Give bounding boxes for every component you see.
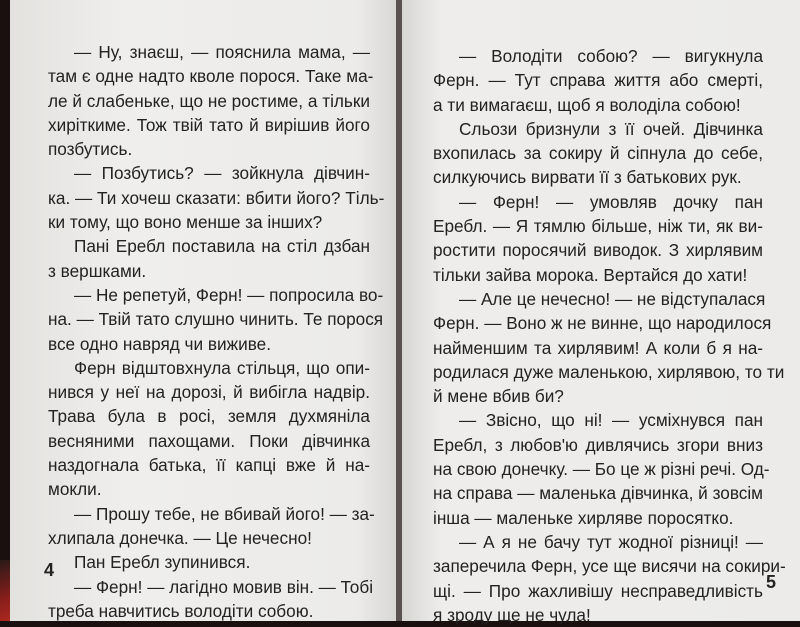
text-line: — Прошу тебе, не вбивай його! — за- (74, 503, 375, 524)
text-line: весняними пахощами. Поки дівчинка (48, 430, 370, 451)
text-line: щі. — Про жахливішу несправедливість (433, 580, 763, 601)
text-line: треба навчитись володіти собою. (48, 600, 314, 621)
text-line: все одно навряд чи виживе. (48, 333, 271, 354)
text-line: Ферн відштовхнула стільця, що опи- (74, 357, 370, 378)
text-line: — Не репетуй, Ферн! — попросила во- (74, 284, 384, 305)
text-line: Еребл, з любов'ю дивлячись згори вниз (433, 434, 763, 455)
text-line: ки тому, що воно менше за інших? (48, 212, 323, 233)
text-line: Сльози бризнули з її очей. Дівчинка (459, 118, 763, 139)
text-line: а ти вимагаєш, щоб я володіла собою! (433, 94, 741, 115)
text-line: — Звісно, що ні! — усміхнувся пан (459, 410, 763, 431)
text-line: силкуючись вирвати її з батькових рук. (433, 167, 742, 188)
page-number-left: 4 (44, 560, 55, 580)
text-line: там є одне надто кволе порося. Таке ма- (48, 66, 374, 87)
text-line: на свою донечку. — Бо це ж різні речі. Од- (433, 459, 770, 480)
text-line: Пані Еребл поставила на стіл дзбан (74, 236, 370, 257)
left-page-text (48, 40, 385, 623)
text-line: на. — Твій тато слушно чинить. Те порося (48, 309, 384, 330)
text-line: Еребл. — Я тямлю більше, ніж ти, як ви- (433, 216, 763, 237)
text-line: ка. — Ти хочеш сказати: вбити його? Тіль- (48, 187, 385, 208)
text-line: — Ферн! — умовляв дочку пан (459, 191, 763, 212)
text-line: заперечила Ферн, усе ще висячи на сокири- (433, 556, 786, 577)
text-line: вхопилась за сокиру й сіпнула до себе, (433, 143, 763, 164)
text-line: — Ну, знаєш, — пояснила мама, — (74, 42, 370, 62)
text-line: хиріткиме. Тож твій тато й вирішив його (48, 114, 370, 135)
text-line: на справа — маленька дівчинка, й зовсім (433, 483, 763, 504)
text-line: Трава була в росі, земля духмяніла (48, 406, 370, 427)
text-line: я зроду ще не чула! (433, 604, 591, 625)
text-line: — Ферн! — лагідно мовив він. — Тобі (74, 576, 374, 597)
text-line: й мене вбив би? (433, 386, 564, 407)
text-line: Пан Еребл зупинився. (74, 552, 251, 573)
text-line: Ферн. — Воно ж не винне, що народилося (433, 313, 772, 334)
text-line: наздогнала батька, її капці вже й на- (48, 455, 370, 476)
text-line: ростити поросячий виводок. З хирлявим (433, 240, 763, 261)
text-line: Ферн. — Тут справа життя або смерті, (433, 70, 763, 91)
text-line: тільки зайва морока. Вертайся до хати! (433, 264, 748, 285)
text-line: — Володіти собою? — вигукнула (459, 46, 763, 66)
text-line: родилася дуже маленькою, хирлявою, то ти (433, 361, 785, 382)
text-line: з вершками. (48, 260, 147, 281)
text-line: — Але це нечесно! — не відступалася (459, 288, 766, 309)
text-line: найменшим та хирлявим! А коли б я на- (433, 337, 763, 358)
text-line: інша — маленьке хирляве поросятко. (433, 507, 734, 528)
text-line: нився у неї на дорозі, й вибігла надвір. (48, 382, 370, 403)
text-line: хлипала донечка. — Це нечесно! (48, 527, 312, 548)
text-line: ле й слабеньке, що не ростиме, а тільки (48, 90, 370, 111)
page-number-right: 5 (766, 572, 777, 592)
right-page-text (433, 44, 786, 627)
text-line: мокли. (48, 479, 102, 500)
text-line: — Позбутись? — зойкнула дівчин- (74, 163, 370, 184)
text-line: — А я не бачу тут жодної різниці! — (459, 531, 763, 552)
text-line: позбутись. (48, 139, 133, 160)
